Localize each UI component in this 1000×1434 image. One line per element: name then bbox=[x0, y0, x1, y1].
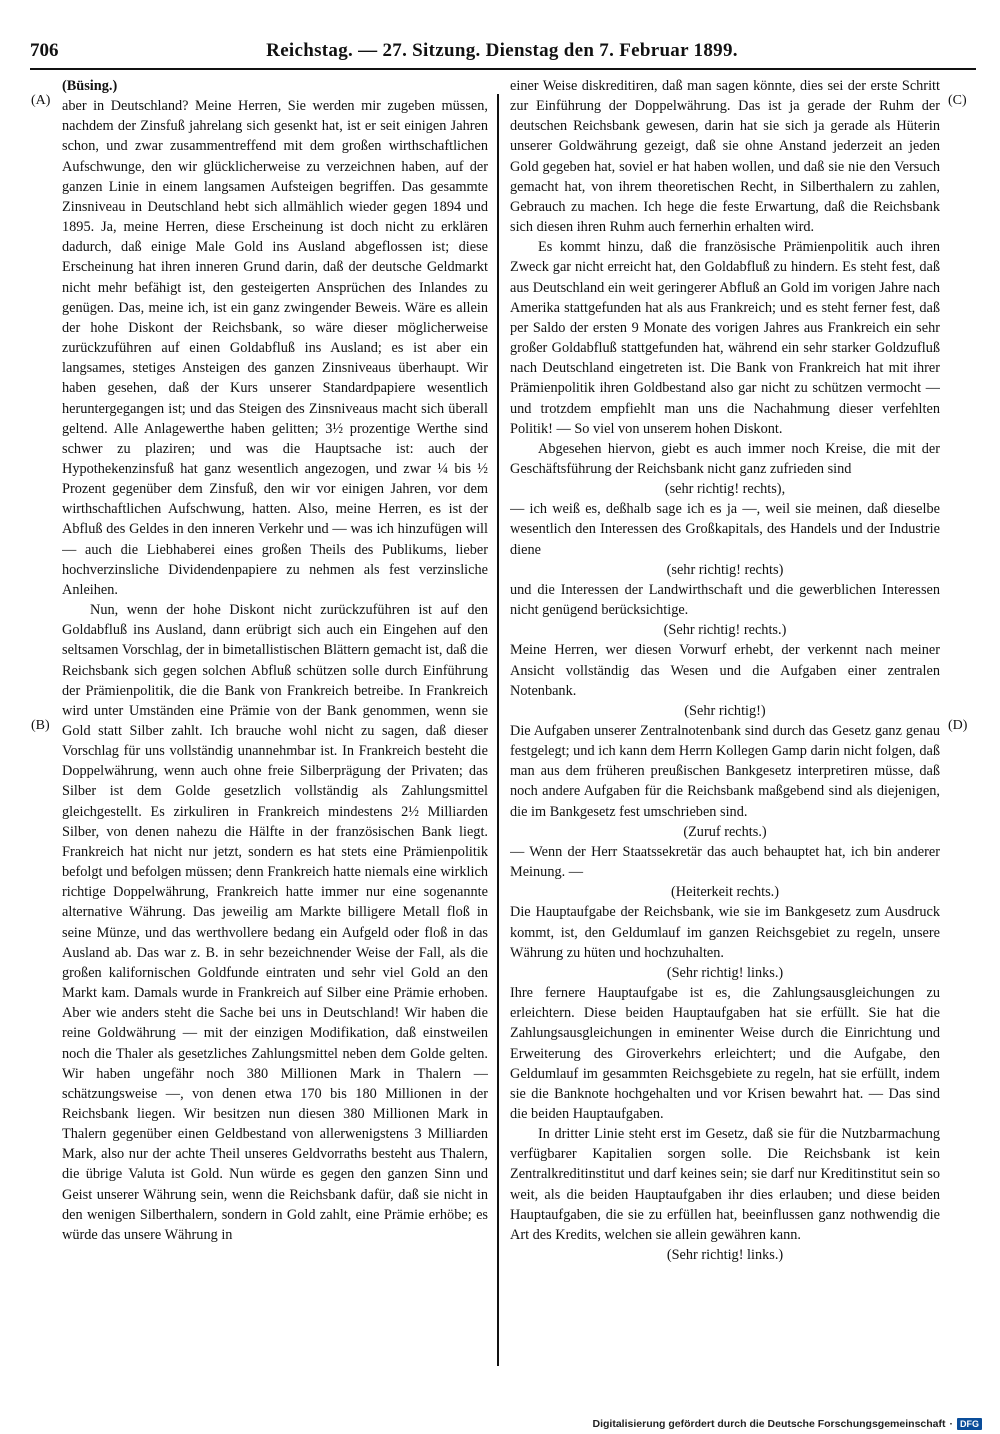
interjection: (sehr richtig! rechts), bbox=[664, 481, 786, 498]
interjection: (Sehr richtig! links.) bbox=[666, 964, 784, 981]
interjection: (sehr richtig! rechts) bbox=[666, 561, 784, 578]
page-header bbox=[30, 40, 974, 68]
margin-mark-d: (D) bbox=[948, 718, 968, 733]
paragraph: einer Weise diskreditiren, daß man sagen könnte, dies sei der erste Schritt zur Einführung der Doppelwährung. Das ist ja gerade der Ruhm der deutschen Reichsbank gewesen, darin hat sie sich ja gerade als Hüterin unserer Goldwährung gezeigt, daß sie ohne Anstand jederzeit an jeden Gold gegeben hat, soviel er hat haben wollen, und daß sie nie den Versuch gemacht hat, von ihrem theoretischen Recht, in Silberthalern zu zahlen, Gebrauch zu machen. Ich hege die feste Erwartung, daß die Reichsbank sich diesen ihren Ruhm auch fernerhin erhalten wird. bbox=[510, 78, 940, 236]
paragraph: aber in Deutschland? Meine Herren, Sie werden mir zugeben müssen, nachdem der Zinsfuß jahrelang sich gesenkt hat, ist er seit einigen Jahren schon, und zwar zusammentreffend mit dem großen wirthschaftlichen Aufschwunge, den wir glücklicherweise zu verzeichnen haben, auf der ganzen Linie in einem langsamen Aufsteigen begriffen. Das gesammte Zinsniveau in Deutschland hebt sich allmählich wieder gegen 1894 und 1895. Ja, meine Herren, diese Erscheinung ist doch nicht zu erklären dadurch, daß einige Male Gold ins Ausland abgeflossen ist; diese Erscheinung hat ihren inneren Grund darin, daß der deutsche Geldmarkt nicht mehr befähigt ist, den gesteigerten Ansprüchen des Inlandes zu genügen. Das, meine ich, ist ein ganz zwingender Beweis. Wäre es allein der hohe Diskont der Reichsbank, so wäre dieser möglicherweise zurückzuführen auf einen Goldabfluß ins Ausland; es ist aber ein langsames, stetiges Ansteigen des ganzen Zinsniveaus überhaupt. Wir haben gesehen, daß der Kurs unserer Standardpapiere wesentlich heruntergegangen ist; und das Steigen des Zinsniveaus macht sich überall geltend. Alle Anlagewerthe haben gelitten; 3½ prozentige Werthe sind schwer zu plaziren; und was die Hauptsache ist: auch der Hypothekenzinsfuß hat ganz wesentlich angezogen, und zwar ¼ bis ½ Prozent gegenüber dem Zinsfuß, den wir vor einigen Jahren, vor dem wirthschaftlichen Aufschwung, hatten. Also, meine Herren, es ist der Abfluß des Geldes in den inneren Verkehr und — was ich hinzufügen will — auch die Liebhaberei eines großen Theils des Publikums, lieber hochverzinsliche Dividendenpapiere zu nehmen als fest verzinsliche Anleihen. bbox=[62, 98, 488, 598]
paragraph: Die Hauptaufgabe der Reichsbank, wie sie im Bankgesetz zum Ausdruck kommt, ist, den Geldumlauf im ganzen Reichsgebiet zu regeln, unsere Währung zu hüten und hochzuhalten. bbox=[510, 904, 940, 961]
paragraph: In dritter Linie steht erst im Gesetz, daß sie für die Nutzbarmachung verfügbarer Kapitalien sorgen solle. Die Reichsbank ist kein Zentralkreditinstitut und darf keines sein; sie darf nur Kreditinstitut sein so weit, als die beiden Hauptaufgaben ihr dies erlauben; und diese beiden Hauptaufgaben, die sie zu erfüllen hat, beeinflussen ganz nothwendig die Art des Kredits, welchen sie allein gewähren kann. bbox=[510, 1126, 940, 1243]
footer-credit bbox=[593, 1418, 982, 1430]
header-rule bbox=[30, 68, 976, 70]
paragraph: Meine Herren, wer diesen Vorwurf erhebt, der verkennt nach meiner Ansicht vollständig das Wesen und die Aufgaben einer zentralen Notenbank. bbox=[510, 642, 940, 699]
separator-dot: · bbox=[949, 1418, 953, 1430]
margin-mark-a: (A) bbox=[31, 93, 51, 108]
page-number: 706 bbox=[30, 40, 59, 61]
paragraph: Ihre fernere Hauptaufgabe ist es, die Zahlungsausgleichungen zu erleichtern. Diese beiden Hauptaufgaben hat sie erfüllt. Sie hat die Zahlungsausgleichungen in eminenter Weise durch die Einrichtung und Erweiterung des Giroverkehrs erleichtert; und die Aufgabe, den Geldumlauf im gesammten Reichsgebiete zu regeln, hat sie erfüllt, indem sie die Banknote hochgehalten und vor Krisen bewahrt hat. — Das sind die beiden Hauptaufgaben. bbox=[510, 985, 940, 1122]
paragraph: — ich weiß es, deßhalb sage ich es ja —, weil sie meinen, daß dieselbe wesentlich den Interessen des Großkapitals, des Handels und der Industrie diene bbox=[510, 501, 940, 558]
footer-credit-text: Digitalisierung gefördert durch die Deutsche Forschungsgemeinschaft bbox=[592, 1418, 946, 1430]
paragraph: Abgesehen hiervon, giebt es auch immer noch Kreise, die mit der Geschäftsführung der Reichsbank nicht ganz zufrieden sind bbox=[510, 440, 940, 477]
interjection: (Heiterkeit rechts.) bbox=[671, 884, 779, 901]
paragraph: Nun, wenn der hohe Diskont nicht zurückzuführen ist auf den Goldabfluß ins Ausland, dann erübrigt sich auch ein Eingehen auf den seltsamen Vorschlag, der in bimetallistischen Blättern gemacht ist, daß die Reichsbank sich gegen solchen Abfluß schützen solle durch Einführung der Prämienpolitik, die die Bank von Frankreich betreibe. In Frankreich wird unter Umständen eine Prämie von der Bank genommen, wenn sie Gold statt Silber zahlt. Ich brauche wohl nicht zu sagen, daß dieser Vorschlag für uns vollständig unannehmbar ist. In Frankreich besteht die Doppelwährung, wenn auch ohne freie Silberprägung der Privaten; das Silber ist dem Golde gesetzlich vollständig als Zahlungsmittel gleichgestellt. Es zirkuliren in Frankreich mindestens 2½ Milliarden Silber, von denen nahezu die Hälfte in der französischen Bank liegt. Frankreich hat nicht nur jetzt, sondern es hat stets eine Prämienpolitik befolgt und befolgen müssen; denn Frankreich hatte niemals eine wirklich richtige Doppelwährung, Frankreich hatte immer nur eine sogenannte alternative Währung. Das jeweilig am Markte billigere Metall floß in seine Münze, und das werthvollere bedang ein Aufgeld oder floß in das Ausland ab. Das war z. B. in sehr bezeichnender Weise der Fall, als die großen kalifornischen Goldfunde eintraten und sehr viel Gold an den Markt kam. Damals wurde in Frankreich auf Silber eine Prämie erhoben. Aber wie anders steht die Sache bei uns in Deutschland! Wir haben die reine Goldwährung — mit der einzigen Modifikation, daß einstweilen noch die Thaler als gesetzliches Zahlungsmittel neben dem Golde gelten. Wir haben ungefähr noch 380 Millionen Mark in Thalern — schätzungsweise —, von denen etwa 170 bis 180 Millionen in der Reichsbank liegen. Wir besitzen nun diesen 380 Millionen Mark in Thalern gegenüber einen Geldbestand von allerwenigstens 3 Milliarden Mark, also nur der achte Theil unseres Geldvorraths besteht aus Thalern, die übrige Valuta ist Gold. Nun würde es gegen den ganzen Sinn und Geist unserer Währung sein, wenn die Reichsbank dafür, daß sie nicht in den wenigen Silberthalern, sondern in Gold zahlt, eine Prämie erhöbe; es würde das unsere Währung in bbox=[62, 602, 488, 1243]
paragraph: und die Interessen der Landwirthschaft und die gewerblichen Interessen nicht genügend berücksichtige. bbox=[510, 581, 940, 619]
column-divider bbox=[497, 94, 499, 1366]
paragraph: Es kommt hinzu, daß die französische Prämienpolitik auch ihren Zweck gar nicht erreicht hat, den Goldabfluß zu hindern. Es steht fest, daß aus Deutschland ein weit geringerer Abfluß an Gold im vorigen Jahre nach Amerika stattgefunden hat als aus Frankreich; und es steht ferner fest, daß per Saldo der ersten 9 Monate des vorigen Jahres aus Frankreich ein sehr großer Goldabfluß stattgefunden hat, während ein sehr starker Goldzufluß nach Deutschland eingetreten ist. Die Bank von Frankreich hat mit ihrer Prämienpolitik ihren Goldbestand also gar nicht zu schützen vermocht — und trotzdem empfiehlt man uns die Nachahmung dieser verfehlten Politik! — So viel von unserem hohen Diskont. bbox=[510, 239, 940, 437]
interjection: (Sehr richtig! links.) bbox=[666, 1247, 784, 1264]
paragraph: — Wenn der Herr Staatssekretär das auch behauptet hat, ich bin anderer Meinung. — bbox=[510, 843, 940, 881]
interjection: (Zuruf rechts.) bbox=[683, 823, 767, 840]
margin-mark-b: (B) bbox=[31, 718, 50, 733]
dfg-logo: DFG bbox=[957, 1418, 982, 1430]
speaker-name: (Büsing.) bbox=[62, 78, 118, 94]
interjection: (Sehr richtig!) bbox=[684, 702, 766, 719]
margin-mark-c: (C) bbox=[948, 93, 967, 108]
right-column bbox=[510, 76, 940, 1368]
left-column bbox=[62, 76, 488, 1368]
paragraph: Die Aufgaben unserer Zentralnotenbank sind durch das Gesetz ganz genau festgelegt; und ich kann dem Herrn Kollegen Gamp darin nicht folgen, daß man aus dem früheren preußischen Bankgesetz interpretiren müsse, daß noch andere Aufgaben für die Reichsbank maßgebend sind als diejenigen, die im Bankgesetz fest umschrieben sind. bbox=[510, 723, 940, 820]
running-head: Reichstag. — 27. Sitzung. Dienstag den 7. Februar 1899. bbox=[266, 40, 738, 61]
interjection: (Sehr richtig! rechts.) bbox=[663, 622, 787, 639]
